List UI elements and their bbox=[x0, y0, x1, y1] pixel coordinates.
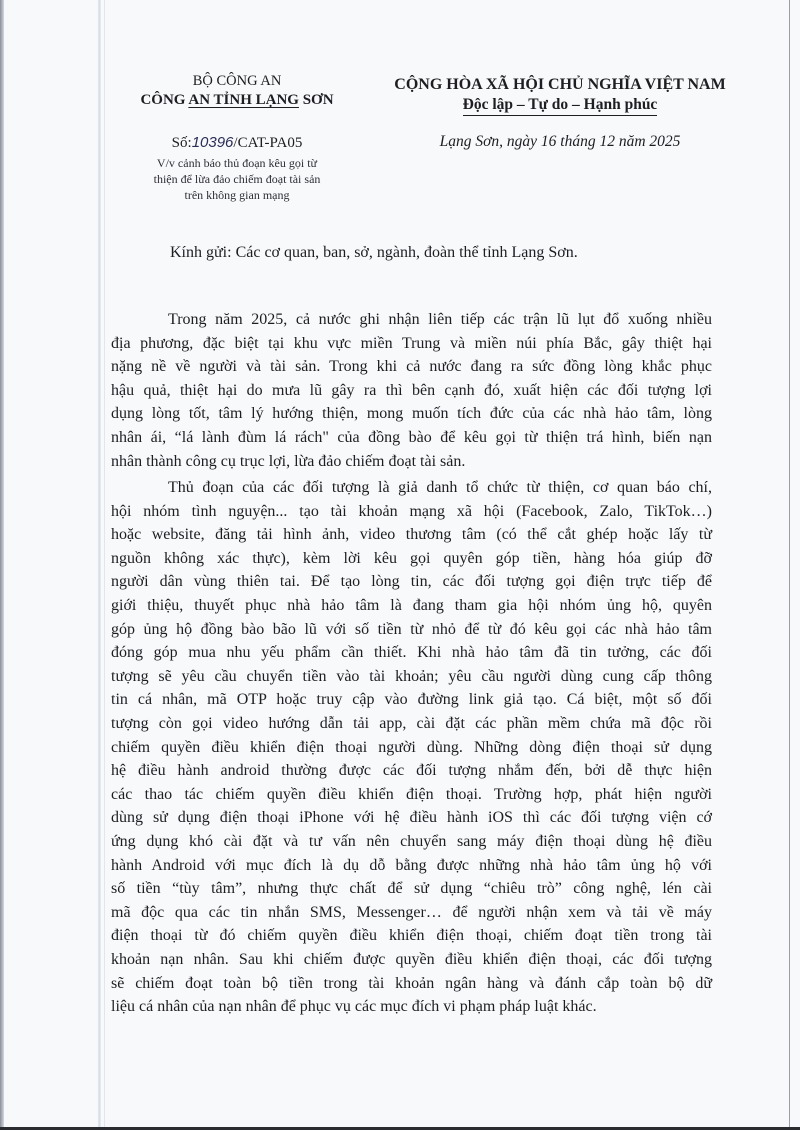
national-title: CỘNG HÒA XÃ HỘI CHỦ NGHĨA VIỆT NAM bbox=[394, 76, 726, 93]
paragraph-line: hậu quả, thiệt hại do mưa lũ gây ra thì bên cạnh đó, xuất hiện các đối tượng lợi bbox=[111, 381, 712, 399]
agency-name-underlined: AN TỈNH LẠNG bbox=[188, 92, 299, 108]
document-number-suffix: /CAT-PA05 bbox=[233, 135, 303, 151]
paragraph-line: tượng sẽ yêu cầu chuyển tiền vào tài khoản; yêu cầu người dùng cung cấp thông bbox=[111, 667, 712, 685]
paragraph-line: hoặc website, đăng tải hình ảnh, video thương tâm (có thể cắt ghép hoặc lấy từ bbox=[111, 526, 712, 544]
agency-name-prefix: CÔNG bbox=[140, 92, 189, 108]
paragraph-line: dụng lòng tốt, tâm lý hướng thiện, mong muốn tích đức của các nhà hảo tâm, lòng bbox=[111, 405, 712, 423]
paragraph-line: người dân vùng thiên tai. Để tạo lòng tin, các đối tượng gọi điện trực tiếp để bbox=[111, 573, 712, 591]
paragraph-line: dùng sử dụng điện thoại iPhone với hệ điều hành iOS thì các đối tượng viện cớ bbox=[111, 809, 712, 827]
paragraph-line: giới thiệu, thuyết phục nhà hảo tâm là đang tham gia hội nhóm ủng hộ, quyên bbox=[111, 597, 712, 614]
paragraph-line: hội nhóm tình nguyện... tạo tài khoản mạng xã hội (Facebook, Zalo, TikTok…) bbox=[111, 502, 712, 520]
paragraph-line: các thao tác chiếm quyền điều khiển điện thoại. Trường hợp, phát hiện người bbox=[111, 785, 712, 803]
subject-line: V/v cảnh báo thủ đoạn kêu gọi từ bbox=[156, 156, 318, 170]
paragraph-line: điện thoại từ đó chiếm quyền điều khiển điện thoại, chiếm đoạt tiền trong tài bbox=[111, 927, 712, 945]
paragraph-line: đóng góp mua nhu yếu phẩm cần thiết. Khi nhà hảo tâm đã tin tưởng, các đối bbox=[111, 644, 712, 662]
national-motto-text: Độc lập – Tự do – Hạnh phúc bbox=[463, 96, 658, 116]
scan-artifact-line bbox=[789, 0, 790, 1130]
document-number-prefix: Số: bbox=[171, 135, 192, 151]
paragraph-line: khoản nạn nhân. Sau khi chiếm được quyền điều khiển điện thoại, các đối tượng bbox=[111, 951, 712, 968]
agency-name-suffix: SƠN bbox=[298, 92, 334, 108]
paragraph-line: Thủ đoạn của các đối tượng là giả danh tổ chức từ thiện, cơ quan báo chí, bbox=[168, 479, 712, 496]
paragraph-line: hệ điều hành android thường được các đối tượng nhắm đến, bởi dễ thực hiện bbox=[111, 762, 712, 780]
paragraph-line: mã độc qua các tin nhắn SMS, Messenger… để người nhận xem và tải về máy bbox=[111, 903, 712, 921]
paragraph-line: nặng nề về người và tài sản. Trong khi cả nước đang ra sức đồng lòng khắc phục bbox=[111, 358, 712, 376]
recipient-line: Kính gửi: Các cơ quan, ban, sở, ngành, đoàn thể tỉnh Lạng Sơn. bbox=[170, 244, 578, 261]
national-motto bbox=[370, 96, 750, 114]
dateline: Lạng Sơn, ngày 16 tháng 12 năm 2025 bbox=[439, 133, 681, 150]
document-number-handwritten: 10396 bbox=[191, 134, 234, 151]
scan-artifact-line bbox=[98, 0, 101, 1130]
paragraph-line: Trong năm 2025, cả nước ghi nhận liên tiếp các trận lũ lụt đổ xuống nhiều bbox=[168, 311, 712, 328]
scan-artifact-line bbox=[104, 0, 105, 1130]
subject-line: thiện để lừa đảo chiếm đoạt tài sản bbox=[153, 172, 321, 186]
document-number bbox=[110, 134, 364, 152]
paragraph-line: nhân thành công cụ trục lợi, lừa đảo chiếm đoạt tài sản. bbox=[111, 452, 466, 470]
agency-name bbox=[110, 92, 364, 109]
paragraph-line: địa phương, đặc biệt tại khu vực miền Trung và miền núi phía Bắc, gây thiệt hại bbox=[111, 334, 712, 352]
paragraph-line: tin cá nhân, mã OTP hoặc truy cập vào đường link giả tạo. Cá biệt, một số đối bbox=[111, 691, 712, 709]
paragraph-line: số tiền “tùy tâm”, nhưng thực chất để sử dụng “chiêu trò” công nghệ, lén cài bbox=[111, 880, 712, 898]
paragraph-line: ứng dụng khó cài đặt và tư vấn nên chuyển sang máy điện thoại dùng hệ điều bbox=[111, 833, 712, 850]
paragraph-line: hành Android với mục đích là dụ dỗ bằng được những nhà hảo tâm ủng hộ với bbox=[111, 856, 712, 874]
scan-edge-left bbox=[0, 0, 4, 1130]
paragraph-line: tượng còn gọi video hướng dẫn tải app, cài đặt các phần mềm chứa mã độc rồi bbox=[111, 715, 712, 732]
paragraph-line: chiếm quyền điều khiển điện thoại người dùng. Những dòng điện thoại sử dụng bbox=[111, 738, 712, 756]
paragraph-line: nhân ái, “lá lành đùm lá rách" của đồng bào để kêu gọi từ thiện trá hình, biến nạn bbox=[111, 429, 712, 446]
ministry-name: BỘ CÔNG AN bbox=[192, 73, 282, 89]
paragraph-line: liệu cá nhân của nạn nhân để phục vụ các mục đích vi phạm pháp luật khác. bbox=[111, 998, 597, 1016]
paragraph-line: góp ủng hộ đồng bào bão lũ với số tiền từ nhỏ để từ đó kêu gọi các nhà hảo tâm bbox=[111, 620, 712, 638]
subject-line: trên không gian mạng bbox=[184, 188, 290, 202]
paragraph-line: nguồn không xác thực), kèm lời kêu gọi quyên góp tiền, hàng hóa giúp đỡ bbox=[111, 549, 712, 567]
paragraph-line: sẽ chiếm đoạt toàn bộ tiền trong tài khoản ngân hàng và đánh cắp toàn bộ dữ bbox=[111, 974, 712, 992]
